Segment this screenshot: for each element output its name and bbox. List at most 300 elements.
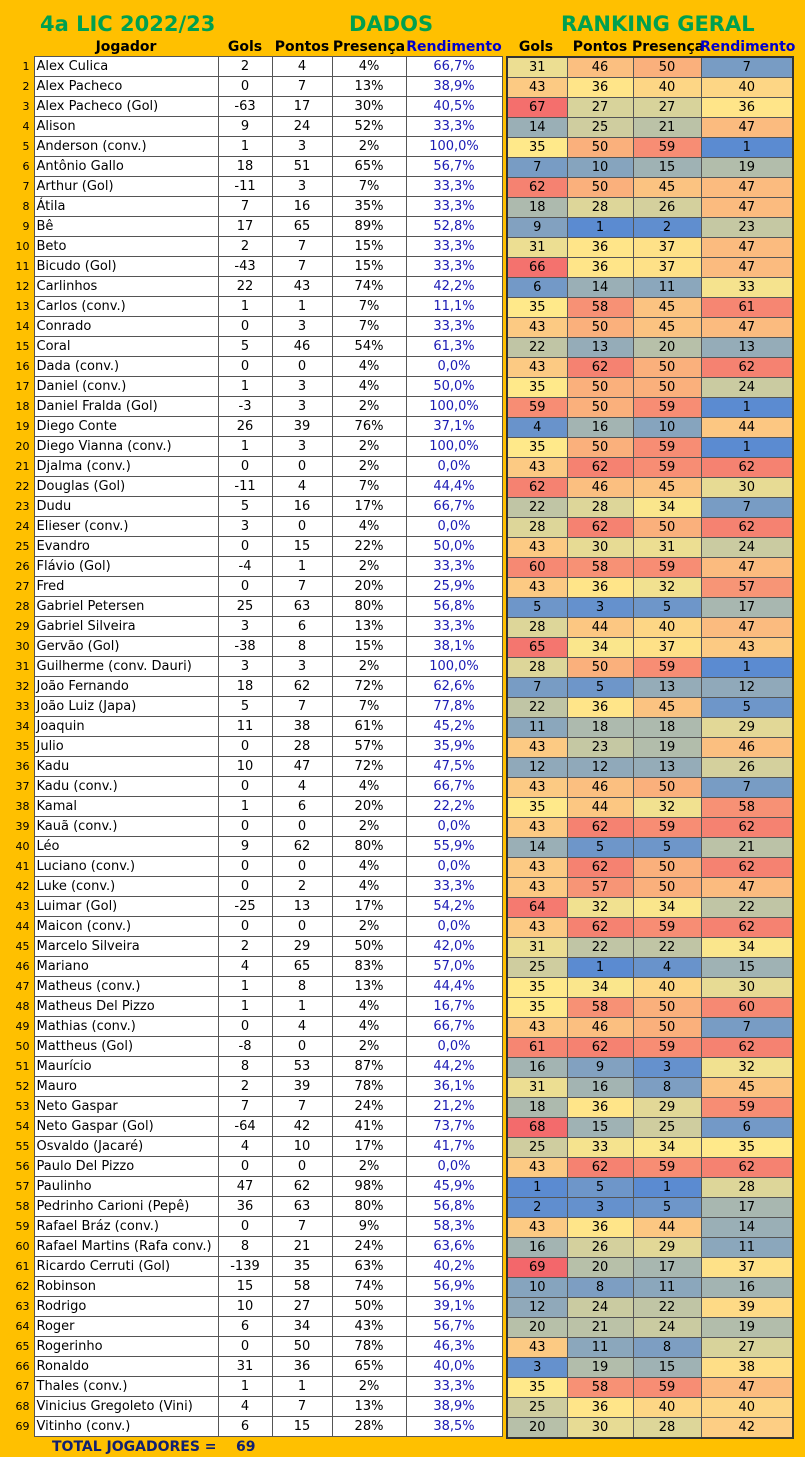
rank-gols: 43 — [507, 1018, 567, 1038]
rank-pontos: 25 — [567, 118, 633, 138]
player-rendimento: 100,0% — [406, 657, 502, 677]
rank-row — [507, 518, 793, 538]
rank-presenca: 19 — [633, 738, 701, 758]
rank-row — [507, 1158, 793, 1178]
player-rendimento: 0,0% — [406, 1157, 502, 1177]
rank-row — [507, 278, 793, 298]
player-pontos: 63 — [272, 1197, 332, 1217]
row-number: 64 — [2, 1317, 34, 1337]
player-rendimento: 44,2% — [406, 1057, 502, 1077]
player-presenca: 4% — [332, 857, 406, 877]
player-gols: 1 — [218, 1377, 272, 1397]
player-row — [2, 1377, 502, 1397]
rank-presenca: 32 — [633, 798, 701, 818]
rank-rendimento: 62 — [701, 918, 793, 938]
rank-rendimento: 5 — [701, 698, 793, 718]
rank-gols: 68 — [507, 1118, 567, 1138]
player-pontos: 36 — [272, 1357, 332, 1377]
rank-presenca: 29 — [633, 1238, 701, 1258]
player-row — [2, 557, 502, 577]
player-presenca: 2% — [332, 437, 406, 457]
rank-presenca: 50 — [633, 57, 701, 78]
rank-gols: 43 — [507, 858, 567, 878]
player-gols: 36 — [218, 1197, 272, 1217]
rank-gols: 25 — [507, 1398, 567, 1418]
rank-rendimento: 40 — [701, 1398, 793, 1418]
rank-gols: 11 — [507, 718, 567, 738]
rank-presenca: 40 — [633, 618, 701, 638]
rank-presenca: 59 — [633, 1378, 701, 1398]
rank-row — [507, 658, 793, 678]
player-row — [2, 437, 502, 457]
player-presenca: 24% — [332, 1237, 406, 1257]
rank-presenca: 37 — [633, 238, 701, 258]
player-pontos: 29 — [272, 937, 332, 957]
row-number: 30 — [2, 637, 34, 657]
rank-gols: 9 — [507, 218, 567, 238]
player-row — [2, 837, 502, 857]
player-gols: 1 — [218, 797, 272, 817]
player-row — [2, 1037, 502, 1057]
player-row — [2, 457, 502, 477]
rank-gols: 43 — [507, 918, 567, 938]
rank-presenca: 20 — [633, 338, 701, 358]
rank-row — [507, 1298, 793, 1318]
row-number: 16 — [2, 357, 34, 377]
rank-rendimento: 47 — [701, 118, 793, 138]
rank-presenca: 31 — [633, 538, 701, 558]
rank-pontos: 24 — [567, 1298, 633, 1318]
rank-pontos: 62 — [567, 818, 633, 838]
rank-presenca: 34 — [633, 1138, 701, 1158]
player-presenca: 17% — [332, 497, 406, 517]
dados-title: DADOS — [349, 12, 434, 36]
player-gols: 0 — [218, 877, 272, 897]
rank-rendimento: 36 — [701, 98, 793, 118]
player-rendimento: 56,8% — [406, 597, 502, 617]
rank-gols: 22 — [507, 338, 567, 358]
player-pontos: 4 — [272, 1017, 332, 1037]
player-name: Diego Conte — [34, 417, 218, 437]
page-title: 4a LIC 2022/23 — [40, 12, 216, 36]
player-presenca: 7% — [332, 297, 406, 317]
rank-pontos: 20 — [567, 1258, 633, 1278]
total-value: 69 — [236, 1439, 256, 1455]
row-number: 50 — [2, 1037, 34, 1057]
player-gols: 1 — [218, 997, 272, 1017]
player-row — [2, 717, 502, 737]
player-presenca: 4% — [332, 517, 406, 537]
rank-rendimento: 47 — [701, 1378, 793, 1398]
player-presenca: 15% — [332, 237, 406, 257]
rank-rendimento: 24 — [701, 378, 793, 398]
player-presenca: 2% — [332, 557, 406, 577]
rank-row — [507, 858, 793, 878]
rank-row — [507, 378, 793, 398]
player-name: Roger — [34, 1317, 218, 1337]
row-number: 12 — [2, 277, 34, 297]
rank-gols: 43 — [507, 1338, 567, 1358]
player-presenca: 74% — [332, 1277, 406, 1297]
player-presenca: 22% — [332, 537, 406, 557]
player-gols: 0 — [218, 777, 272, 797]
rank-row — [507, 738, 793, 758]
rank-rendimento: 1 — [701, 398, 793, 418]
player-gols: 18 — [218, 677, 272, 697]
player-gols: -8 — [218, 1037, 272, 1057]
player-pontos: 65 — [272, 957, 332, 977]
player-name: Léo — [34, 837, 218, 857]
rank-presenca: 5 — [633, 1198, 701, 1218]
player-presenca: 4% — [332, 357, 406, 377]
player-rendimento: 33,3% — [406, 557, 502, 577]
rank-pontos: 36 — [567, 1098, 633, 1118]
rank-pontos: 26 — [567, 1238, 633, 1258]
total-label: TOTAL JOGADORES = — [52, 1439, 217, 1455]
row-number: 21 — [2, 457, 34, 477]
player-gols: 0 — [218, 1217, 272, 1237]
player-pontos: 3 — [272, 377, 332, 397]
player-presenca: 7% — [332, 477, 406, 497]
player-row — [2, 857, 502, 877]
rank-row — [507, 418, 793, 438]
rank-presenca: 27 — [633, 98, 701, 118]
player-name: Bicudo (Gol) — [34, 257, 218, 277]
player-pontos: 15 — [272, 537, 332, 557]
player-presenca: 74% — [332, 277, 406, 297]
player-name: Beto — [34, 237, 218, 257]
row-number: 51 — [2, 1057, 34, 1077]
player-presenca: 63% — [332, 1257, 406, 1277]
rank-gols: 10 — [507, 1278, 567, 1298]
rank-presenca: 50 — [633, 1018, 701, 1038]
rank-presenca: 37 — [633, 258, 701, 278]
player-row — [2, 1177, 502, 1197]
rank-pontos: 3 — [567, 1198, 633, 1218]
player-presenca: 4% — [332, 57, 406, 77]
rank-row — [507, 678, 793, 698]
rank-pontos: 62 — [567, 518, 633, 538]
player-gols: 9 — [218, 117, 272, 137]
rank-row — [507, 358, 793, 378]
rank-pontos: 44 — [567, 798, 633, 818]
rank-gols: 67 — [507, 98, 567, 118]
rank-rendimento: 7 — [701, 57, 793, 78]
player-row — [2, 377, 502, 397]
ranking-table — [506, 56, 794, 1439]
player-name: Arthur (Gol) — [34, 177, 218, 197]
player-name: Matheus (conv.) — [34, 977, 218, 997]
rank-presenca: 45 — [633, 318, 701, 338]
player-gols: -139 — [218, 1257, 272, 1277]
rank-pontos: 28 — [567, 198, 633, 218]
player-gols: 1 — [218, 437, 272, 457]
rank-presenca: 2 — [633, 218, 701, 238]
rank-pontos: 57 — [567, 878, 633, 898]
rank-presenca: 5 — [633, 598, 701, 618]
player-pontos: 0 — [272, 357, 332, 377]
player-rendimento: 33,3% — [406, 317, 502, 337]
player-row — [2, 1157, 502, 1177]
player-name: Maurício — [34, 1057, 218, 1077]
rank-gols: 43 — [507, 318, 567, 338]
player-gols: 1 — [218, 377, 272, 397]
player-gols: 2 — [218, 937, 272, 957]
player-presenca: 54% — [332, 337, 406, 357]
rank-presenca: 11 — [633, 278, 701, 298]
player-pontos: 0 — [272, 517, 332, 537]
player-gols: 10 — [218, 1297, 272, 1317]
player-presenca: 7% — [332, 697, 406, 717]
player-rendimento: 100,0% — [406, 397, 502, 417]
player-pontos: 53 — [272, 1057, 332, 1077]
player-gols: -25 — [218, 897, 272, 917]
player-pontos: 24 — [272, 117, 332, 137]
row-number: 35 — [2, 737, 34, 757]
rank-presenca: 29 — [633, 1098, 701, 1118]
row-number: 4 — [2, 117, 34, 137]
player-pontos: 3 — [272, 177, 332, 197]
player-gols: 2 — [218, 57, 272, 77]
player-gols: 4 — [218, 1397, 272, 1417]
player-gols: 15 — [218, 1277, 272, 1297]
player-pontos: 47 — [272, 757, 332, 777]
player-presenca: 80% — [332, 597, 406, 617]
rank-row — [507, 398, 793, 418]
rank-row — [507, 698, 793, 718]
rank-presenca: 50 — [633, 378, 701, 398]
rank-row — [507, 1358, 793, 1378]
player-row — [2, 197, 502, 217]
row-number: 39 — [2, 817, 34, 837]
rank-gols: 2 — [507, 1198, 567, 1218]
player-pontos: 4 — [272, 777, 332, 797]
player-row — [2, 1317, 502, 1337]
rank-pontos: 13 — [567, 338, 633, 358]
rank-pontos: 36 — [567, 698, 633, 718]
player-name: Vitinho (conv.) — [34, 1417, 218, 1437]
player-row — [2, 1217, 502, 1237]
rank-rendimento: 47 — [701, 178, 793, 198]
player-rendimento: 58,3% — [406, 1217, 502, 1237]
player-gols: 8 — [218, 1057, 272, 1077]
player-rendimento: 42,2% — [406, 277, 502, 297]
rank-presenca: 50 — [633, 358, 701, 378]
rank-rendimento: 62 — [701, 518, 793, 538]
rank-gols: 5 — [507, 598, 567, 618]
player-gols: 2 — [218, 237, 272, 257]
player-row — [2, 397, 502, 417]
player-rendimento: 22,2% — [406, 797, 502, 817]
player-pontos: 7 — [272, 257, 332, 277]
rank-presenca: 28 — [633, 1418, 701, 1439]
player-presenca: 41% — [332, 1117, 406, 1137]
player-presenca: 2% — [332, 1037, 406, 1057]
player-rendimento: 39,1% — [406, 1297, 502, 1317]
player-presenca: 72% — [332, 757, 406, 777]
rank-row — [507, 638, 793, 658]
player-name: Flávio (Gol) — [34, 557, 218, 577]
player-rendimento: 44,4% — [406, 977, 502, 997]
player-presenca: 2% — [332, 1157, 406, 1177]
rank-gols: 43 — [507, 818, 567, 838]
row-number: 55 — [2, 1137, 34, 1157]
player-name: Gabriel Silveira — [34, 617, 218, 637]
row-number: 43 — [2, 897, 34, 917]
player-rendimento: 33,3% — [406, 877, 502, 897]
rank-gols: 61 — [507, 1038, 567, 1058]
rank-pontos: 34 — [567, 978, 633, 998]
rank-gols: 35 — [507, 998, 567, 1018]
rank-presenca: 22 — [633, 1298, 701, 1318]
rank-gols: 7 — [507, 678, 567, 698]
rank-presenca: 17 — [633, 1258, 701, 1278]
row-number: 33 — [2, 697, 34, 717]
player-pontos: 8 — [272, 977, 332, 997]
player-gols: -38 — [218, 637, 272, 657]
row-number: 28 — [2, 597, 34, 617]
rank-rendimento: 38 — [701, 1358, 793, 1378]
rank-rendimento: 37 — [701, 1258, 793, 1278]
rank-gols: 18 — [507, 1098, 567, 1118]
player-name: Vinicius Gregoleto (Vini) — [34, 1397, 218, 1417]
rank-gols: 20 — [507, 1318, 567, 1338]
player-presenca: 4% — [332, 777, 406, 797]
rank-header-pontos: Pontos — [572, 39, 628, 55]
player-gols: -11 — [218, 477, 272, 497]
player-pontos: 1 — [272, 997, 332, 1017]
rank-pontos: 46 — [567, 57, 633, 78]
rank-header-presenca: Presença — [632, 39, 705, 55]
rank-gols: 1 — [507, 1178, 567, 1198]
rank-rendimento: 23 — [701, 218, 793, 238]
rank-pontos: 36 — [567, 1218, 633, 1238]
row-number: 41 — [2, 857, 34, 877]
player-presenca: 72% — [332, 677, 406, 697]
rank-gols: 35 — [507, 438, 567, 458]
player-name: Átila — [34, 197, 218, 217]
rank-row — [507, 78, 793, 98]
player-presenca: 13% — [332, 977, 406, 997]
player-pontos: 39 — [272, 1077, 332, 1097]
row-number: 65 — [2, 1337, 34, 1357]
row-number: 38 — [2, 797, 34, 817]
rank-gols: 43 — [507, 1158, 567, 1178]
row-number: 60 — [2, 1237, 34, 1257]
rank-presenca: 59 — [633, 818, 701, 838]
rank-row — [507, 538, 793, 558]
rank-row — [507, 458, 793, 478]
rank-rendimento: 46 — [701, 738, 793, 758]
player-pontos: 7 — [272, 237, 332, 257]
player-name: Daniel Fralda (Gol) — [34, 397, 218, 417]
player-pontos: 46 — [272, 337, 332, 357]
rank-presenca: 45 — [633, 178, 701, 198]
rank-row — [507, 138, 793, 158]
rank-rendimento: 1 — [701, 438, 793, 458]
player-row — [2, 57, 502, 77]
rank-pontos: 9 — [567, 1058, 633, 1078]
rank-pontos: 15 — [567, 1118, 633, 1138]
player-row — [2, 637, 502, 657]
player-presenca: 28% — [332, 1417, 406, 1437]
rank-presenca: 50 — [633, 998, 701, 1018]
rank-pontos: 5 — [567, 678, 633, 698]
rank-row — [507, 338, 793, 358]
player-rendimento: 62,6% — [406, 677, 502, 697]
player-row — [2, 597, 502, 617]
player-name: Kadu — [34, 757, 218, 777]
player-pontos: 6 — [272, 797, 332, 817]
player-presenca: 50% — [332, 937, 406, 957]
player-row — [2, 297, 502, 317]
row-number: 14 — [2, 317, 34, 337]
rank-presenca: 1 — [633, 1178, 701, 1198]
player-pontos: 28 — [272, 737, 332, 757]
rank-rendimento: 7 — [701, 778, 793, 798]
player-name: Rafael Martins (Rafa conv.) — [34, 1237, 218, 1257]
player-name: Rodrigo — [34, 1297, 218, 1317]
row-number: 6 — [2, 157, 34, 177]
player-rendimento: 44,4% — [406, 477, 502, 497]
rank-rendimento: 47 — [701, 618, 793, 638]
rank-rendimento: 7 — [701, 1018, 793, 1038]
player-pontos: 10 — [272, 1137, 332, 1157]
player-name: Neto Gaspar (Gol) — [34, 1117, 218, 1137]
rank-row — [507, 318, 793, 338]
player-gols: 0 — [218, 857, 272, 877]
player-rendimento: 57,0% — [406, 957, 502, 977]
player-name: Julio — [34, 737, 218, 757]
rank-pontos: 11 — [567, 1338, 633, 1358]
rank-row — [507, 938, 793, 958]
rank-gols: 12 — [507, 758, 567, 778]
rank-gols: 65 — [507, 638, 567, 658]
player-pontos: 42 — [272, 1117, 332, 1137]
ranking-title: RANKING GERAL — [561, 12, 755, 36]
rank-presenca: 50 — [633, 518, 701, 538]
rank-rendimento: 40 — [701, 78, 793, 98]
rank-rendimento: 33 — [701, 278, 793, 298]
player-pontos: 3 — [272, 317, 332, 337]
rank-rendimento: 11 — [701, 1238, 793, 1258]
player-rendimento: 11,1% — [406, 297, 502, 317]
rank-rendimento: 21 — [701, 838, 793, 858]
player-pontos: 1 — [272, 297, 332, 317]
player-row — [2, 277, 502, 297]
rank-rendimento: 30 — [701, 978, 793, 998]
rank-pontos: 50 — [567, 378, 633, 398]
player-name: João Fernando — [34, 677, 218, 697]
player-rendimento: 40,5% — [406, 97, 502, 117]
col-header-rendimento: Rendimento — [406, 39, 502, 55]
player-presenca: 80% — [332, 1197, 406, 1217]
player-pontos: 0 — [272, 1157, 332, 1177]
row-number: 3 — [2, 97, 34, 117]
rank-pontos: 10 — [567, 158, 633, 178]
row-number: 46 — [2, 957, 34, 977]
rank-presenca: 59 — [633, 458, 701, 478]
row-number: 47 — [2, 977, 34, 997]
rank-row — [507, 998, 793, 1018]
rank-rendimento: 26 — [701, 758, 793, 778]
rank-gols: 16 — [507, 1238, 567, 1258]
player-row — [2, 697, 502, 717]
rank-presenca: 59 — [633, 438, 701, 458]
row-number: 45 — [2, 937, 34, 957]
player-rendimento: 25,9% — [406, 577, 502, 597]
rank-presenca: 59 — [633, 658, 701, 678]
